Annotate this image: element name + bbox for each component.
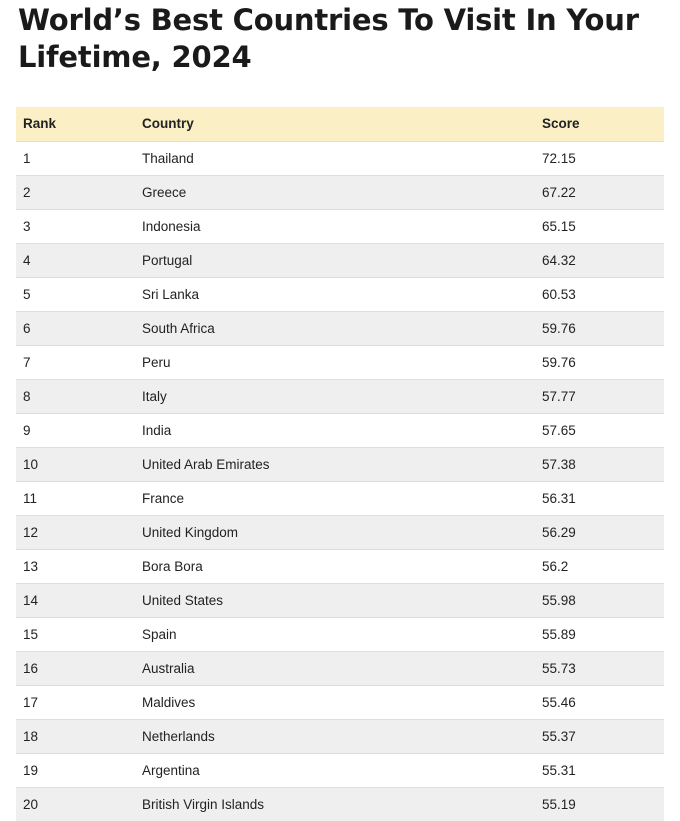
- rank-cell: 4: [23, 252, 31, 268]
- score-cell: 55.46: [542, 694, 576, 710]
- score-cell: 57.77: [542, 388, 576, 404]
- score-cell: 57.38: [542, 456, 576, 472]
- rank-cell: 18: [23, 728, 39, 744]
- rank-cell: 3: [23, 218, 31, 234]
- score-cell: 65.15: [542, 218, 576, 234]
- table-row: [16, 413, 664, 447]
- table-row: [16, 481, 664, 515]
- rank-cell: 13: [23, 558, 39, 574]
- rank-cell: 14: [23, 592, 39, 608]
- country-cell: South Africa: [142, 320, 215, 336]
- country-cell: India: [142, 422, 172, 438]
- table-row: [16, 175, 664, 209]
- table-row: [16, 719, 664, 753]
- table-row: [16, 583, 664, 617]
- table-row: [16, 447, 664, 481]
- rank-cell: 16: [23, 660, 39, 676]
- table-row: [16, 685, 664, 719]
- country-cell: Peru: [142, 354, 171, 370]
- score-cell: 55.31: [542, 762, 576, 778]
- score-cell: 55.98: [542, 592, 576, 608]
- rank-cell: 7: [23, 354, 31, 370]
- country-cell: Bora Bora: [142, 558, 203, 574]
- country-cell: Indonesia: [142, 218, 201, 234]
- country-cell: Sri Lanka: [142, 286, 200, 302]
- rank-cell: 2: [23, 184, 31, 200]
- score-cell: 56.31: [542, 490, 576, 506]
- table-row: [16, 651, 664, 685]
- country-cell: Thailand: [142, 150, 194, 166]
- rank-cell: 1: [23, 150, 31, 166]
- rank-cell: 8: [23, 388, 31, 404]
- country-cell: Greece: [142, 184, 187, 200]
- score-cell: 67.22: [542, 184, 576, 200]
- ranking-table: [16, 107, 664, 821]
- table-row: [16, 753, 664, 787]
- table-row: [16, 311, 664, 345]
- country-cell: United Kingdom: [142, 524, 239, 540]
- country-cell: Netherlands: [142, 728, 215, 744]
- table-row: [16, 141, 664, 175]
- table-row: [16, 617, 664, 651]
- rank-cell: 9: [23, 422, 31, 438]
- page-title: World’s Best Countries To Visit In Your Lifetime, 2024: [18, 3, 639, 74]
- country-cell: France: [142, 490, 185, 506]
- score-cell: 72.15: [542, 150, 576, 166]
- country-cell: Maldives: [142, 694, 196, 710]
- score-cell: 64.32: [542, 252, 576, 268]
- country-cell: Italy: [142, 388, 167, 404]
- header-rank[interactable]: Rank: [23, 116, 57, 132]
- score-cell: 55.19: [542, 796, 576, 812]
- table-row: [16, 345, 664, 379]
- header-score[interactable]: Score: [542, 116, 580, 132]
- country-cell: United States: [142, 592, 224, 608]
- rank-cell: 19: [23, 762, 39, 778]
- score-cell: 60.53: [542, 286, 576, 302]
- table-row: [16, 277, 664, 311]
- rank-cell: 10: [23, 456, 39, 472]
- score-cell: 56.2: [542, 558, 569, 574]
- table-row: [16, 515, 664, 549]
- header-country[interactable]: Country: [142, 116, 194, 132]
- rank-cell: 11: [23, 490, 38, 506]
- score-cell: 57.65: [542, 422, 576, 438]
- country-cell: Argentina: [142, 762, 200, 778]
- rank-cell: 15: [23, 626, 39, 642]
- table-body: [16, 141, 664, 821]
- rank-cell: 6: [23, 320, 31, 336]
- score-cell: 56.29: [542, 524, 576, 540]
- table-row: [16, 549, 664, 583]
- score-cell: 55.37: [542, 728, 576, 744]
- rank-cell: 20: [23, 796, 39, 812]
- header-row: [16, 107, 664, 141]
- rank-cell: 17: [23, 694, 39, 710]
- country-cell: Spain: [142, 626, 177, 642]
- score-cell: 59.76: [542, 320, 576, 336]
- rank-cell: 5: [23, 286, 31, 302]
- score-cell: 59.76: [542, 354, 576, 370]
- score-cell: 55.89: [542, 626, 576, 642]
- table-row: [16, 379, 664, 413]
- table-header: [16, 107, 664, 141]
- country-cell: United Arab Emirates: [142, 456, 270, 472]
- score-cell: 55.73: [542, 660, 576, 676]
- country-cell: Portugal: [142, 252, 193, 268]
- table-row: [16, 243, 664, 277]
- country-cell: Australia: [142, 660, 195, 676]
- table-row: [16, 209, 664, 243]
- rank-cell: 12: [23, 524, 39, 540]
- country-cell: British Virgin Islands: [142, 796, 265, 812]
